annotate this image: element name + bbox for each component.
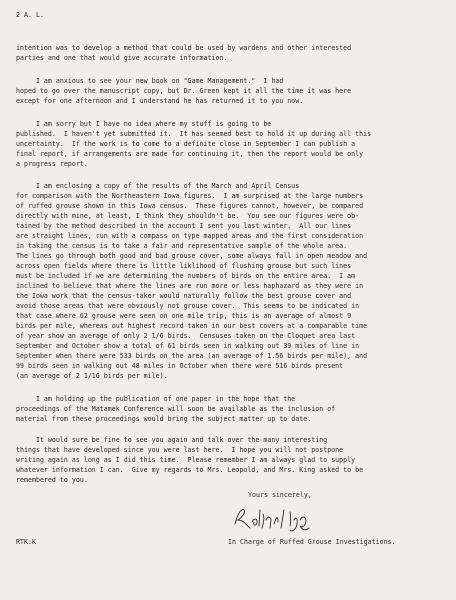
paragraph-3-line-2: published. I haven't yet submitted it. It has seemed best to hold it up during all this [16,130,372,138]
paragraph-6-line-2: things that have developed since you were last here. I hope you will not postpone [16,446,344,454]
paragraph-5-line-1: I am holding up the publication of one paper in the hope that the [16,395,296,403]
paragraph-4-line-8: The lines go through both good and bad grouse cover, some always fall in open meadow and [16,252,368,260]
paragraph-6-line-1: It would sure be fine to see you again and talk over the many interesting [16,436,328,444]
paragraph-4-line-20: (an average of 2 1/16 birds per mile). [16,372,168,380]
paragraph-3-line-3: uncertainty. If the work is to come to a definite close in September I can publish a [16,140,356,148]
paragraph-3-line-4: final report, if arrangements are made for continuing it, then the report would be only [16,150,364,158]
paragraph-6-line-5: remembered to you. [16,476,88,484]
paragraph-4-line-13: avoid those areas that were obviously not grouse cover. This seems to be indicated in [16,302,360,310]
signer-title: In Charge of Ruffed Grouse Investigations. [228,538,396,546]
paragraph-4-line-17: September and October show a total of 61 birds seen in walking out 39 miles of line in [16,342,360,350]
paragraph-3-line-1: I am sorry but I have no idea where my stuff is going to be [16,120,272,128]
handwritten-signature [232,504,312,534]
typist-initials: RTK:K [16,538,36,546]
paragraph-4-line-9: across open fields where there is little liklihood of flushing grouse but such lines [16,262,352,270]
paragraph-2-line-1: I am anxious to see your new book on "Game Management." I had [16,77,284,85]
paragraph-6-line-4: whatever information I can. Give my regards to Mrs. Leopold, and Mrs. King asked to be [16,466,364,474]
paragraph-4-line-18: September when there were 533 birds on the area (an average of 1.56 birds per mile), and [16,352,368,360]
paragraph-4-line-11: inclined to believe that where the lines are run more or less haphazard as they were in [16,282,364,290]
paragraph-1-line-2: parties and one that would give accurate information. [16,54,228,62]
paragraph-2-line-3: except for one afternoon and I understand he has returned it to you now. [16,97,304,105]
paragraph-4-line-2: for comparison with the Northeastern Iowa figures. I am surprised at the large numbers [16,192,364,200]
salutation: Yours sincerely, [248,491,312,499]
paragraph-4-line-14: that case where 62 grouse were seen on one mile trip, this is an average of almost 9 [16,312,352,320]
paragraph-4-line-19: 99 birds seen in walking out 48 miles in October when there were 516 birds present [16,362,344,370]
paragraph-4-line-10: must be included if we are determining the numbers of birds on the entire area. I am [16,272,356,280]
paragraph-4-line-3: of ruffed grouse shown in this Iowa census. These figures cannot, however, be compared [16,202,364,210]
paragraph-4-line-15: birds per mile, whereas out highest record taken in our best covers at a comparable time [16,322,368,330]
paragraph-4-line-7: in taking the census is to take a fair and representative sample of the whole area. [16,242,348,250]
paragraph-4-line-4: directly with mine, at least, I think they shouldn't be. You see our figures were ob- [16,212,360,220]
paragraph-3-line-5: a progress report. [16,160,88,168]
paragraph-6-line-3: writing again as long as I did this time. Please remember I am always glad to supply [16,456,356,464]
paragraph-1-line-1: intention was to develop a method that could be used by wardens and other interested [16,44,352,52]
paragraph-4-line-16: of year show an average of only 2 1/6 birds. Censuses taken on the Cloquet area last [16,332,356,340]
paragraph-5-line-2: proceedings of the Matamek Conference will soon be available as the inclusion of [16,405,336,413]
paragraph-4-line-1: I am enclosing a copy of the results of the March and April Census [16,182,300,190]
paragraph-5-line-3: material from these proceedings would bring the subject matter up to date. [16,415,312,423]
paragraph-4-line-6: are straight lines, run with a compass on type mapped areas and the first consideration [16,232,364,240]
page-header: 2 A. L. [16,11,44,19]
paragraph-2-line-2: hoped to go over the manuscript copy, but Dr. Green kept it all the time it was here [16,87,352,95]
paragraph-4-line-12: the Iowa work that the census-taker would naturally follow the best grouse cover and [16,292,352,300]
paragraph-4-line-5: tained by the method described in the account I sent you last winter. All our lines [16,222,352,230]
